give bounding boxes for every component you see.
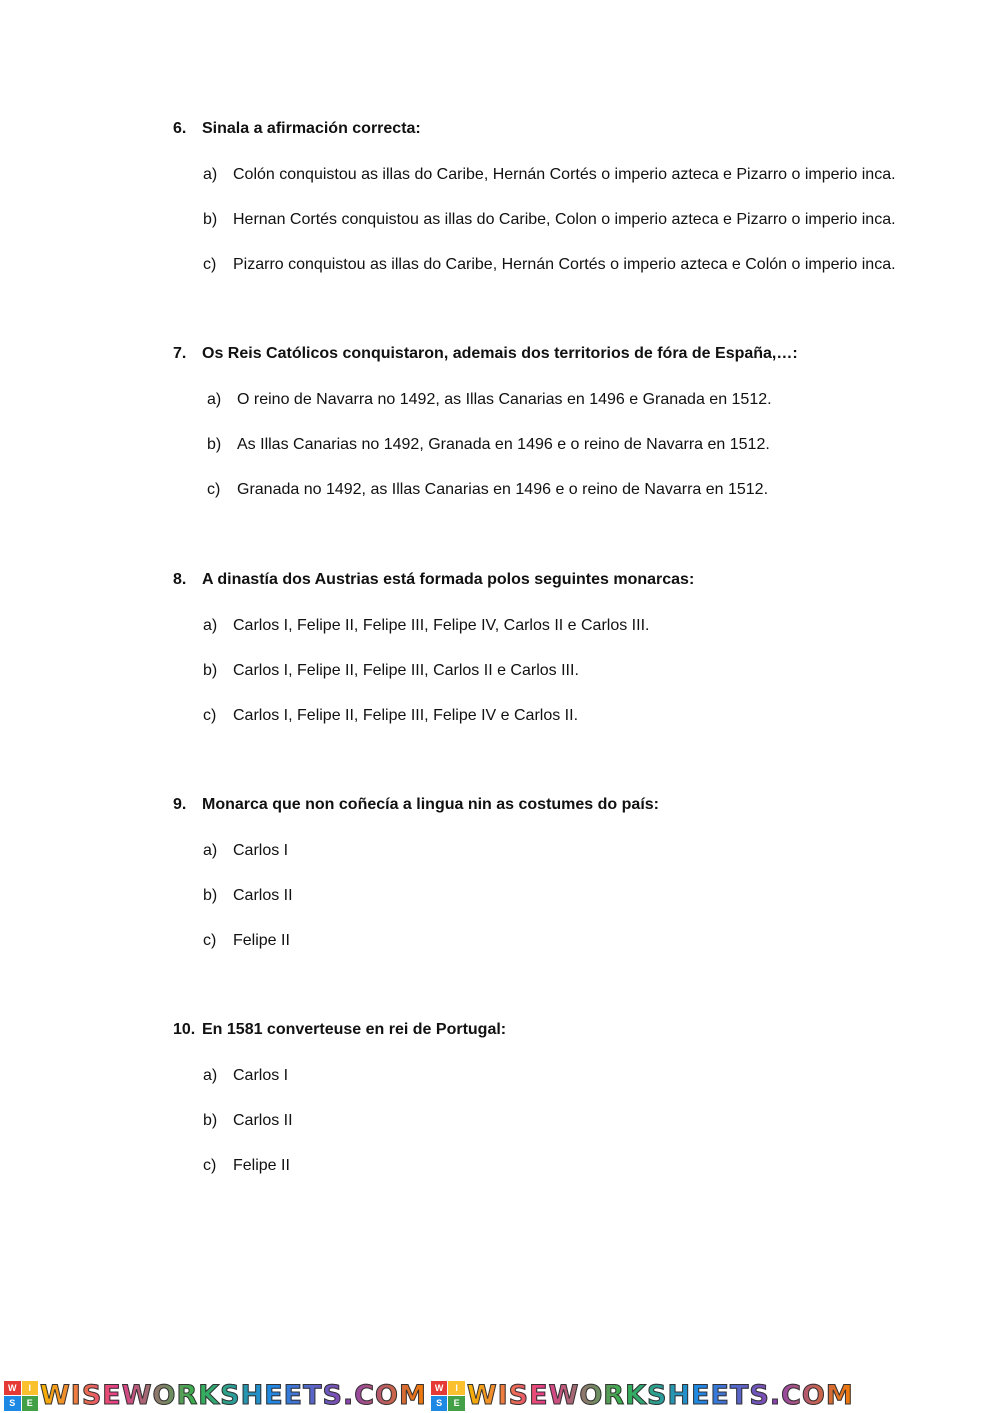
option-text: Felipe II [233,1157,290,1174]
option-text: Carlos I, Felipe II, Felipe III, Carlos II e Carlos III. [233,662,579,679]
question-prompt [173,120,421,138]
question-prompt [173,796,659,814]
question-text: En 1581 converteuse en rei de Portugal: [202,1021,507,1038]
option-letter: c) [203,707,217,724]
option-a[interactable] [203,1067,288,1085]
option-b[interactable] [203,211,896,229]
question-prompt [173,571,694,589]
option-text: O reino de Navarra no 1492, as Illas Canarias en 1496 e Granada en 1512. [237,391,772,408]
wiseworksheets-logo-icon: W I S E [4,1381,38,1411]
option-letter: c) [203,1157,217,1174]
option-letter: a) [207,391,222,408]
option-b[interactable] [207,436,770,454]
option-a[interactable] [203,617,649,635]
option-text: Carlos I, Felipe II, Felipe III, Felipe IV e Carlos II. [233,707,579,724]
question-prompt [173,345,798,363]
option-text: Carlos II [233,1112,293,1129]
option-letter: b) [203,662,218,679]
option-a[interactable] [207,391,772,409]
option-text: Carlos II [233,887,293,904]
option-a[interactable] [203,842,288,860]
option-c[interactable] [203,932,290,950]
question-text: Os Reis Católicos conquistaron, ademais dos territorios de fóra de España,…: [202,345,798,362]
question-text: Monarca que non coñecía a lingua nin as costumes do país: [202,796,659,813]
question-prompt [173,1021,506,1039]
option-letter: a) [203,1067,218,1084]
brand-2[interactable] [427,1378,854,1413]
option-letter: c) [203,256,217,273]
option-letter: c) [203,932,217,949]
question-number: 8. [173,571,187,588]
option-text: Pizarro conquistou as illas do Caribe, Hernán Cortés o imperio azteca e Colón o imperio inca. [233,256,896,273]
option-b[interactable] [203,887,293,905]
option-text: Carlos I [233,1067,289,1084]
option-letter: c) [207,481,221,498]
option-letter: b) [203,211,218,228]
question-text: Sinala a afirmación correcta: [202,120,421,137]
option-b[interactable] [203,662,579,680]
footer-watermark [0,1378,1000,1413]
option-text: Granada no 1492, as Illas Canarias en 1496 e o reino de Navarra en 1512. [237,481,769,498]
option-c[interactable] [203,1157,290,1175]
option-letter: b) [203,1112,218,1129]
brand-text: WISEWORKSHEETS.COM [466,1380,854,1411]
option-letter: b) [203,887,218,904]
option-c[interactable] [203,707,578,725]
option-text: Carlos I [233,842,289,859]
option-text: Hernan Cortés conquistou as illas do Caribe, Colon o imperio azteca e Pizarro o imperio inca. [233,211,896,228]
option-letter: b) [207,436,222,453]
option-c[interactable] [207,481,768,499]
question-number: 7. [173,345,187,362]
option-a[interactable] [203,166,896,184]
option-text: Felipe II [233,932,290,949]
option-letter: a) [203,617,218,634]
brand-text: WISEWORKSHEETS.COM [40,1380,427,1411]
question-text: A dinastía dos Austrias está formada polos seguintes monarcas: [202,571,695,588]
wiseworksheets-logo-icon: W I S E [431,1381,465,1411]
option-text: Carlos I, Felipe II, Felipe III, Felipe IV, Carlos II e Carlos III. [233,617,650,634]
option-text: As Illas Canarias no 1492, Granada en 1496 e o reino de Navarra en 1512. [237,436,770,453]
question-number: 6. [173,120,187,137]
question-number: 9. [173,796,187,813]
option-text: Colón conquistou as illas do Caribe, Hernán Cortés o imperio azteca e Pizarro o imperio inca. [233,166,896,183]
question-number: 10. [173,1021,196,1038]
option-letter: a) [203,842,218,859]
brand-1[interactable] [0,1378,427,1413]
option-c[interactable] [203,256,896,274]
option-b[interactable] [203,1112,293,1130]
option-letter: a) [203,166,218,183]
